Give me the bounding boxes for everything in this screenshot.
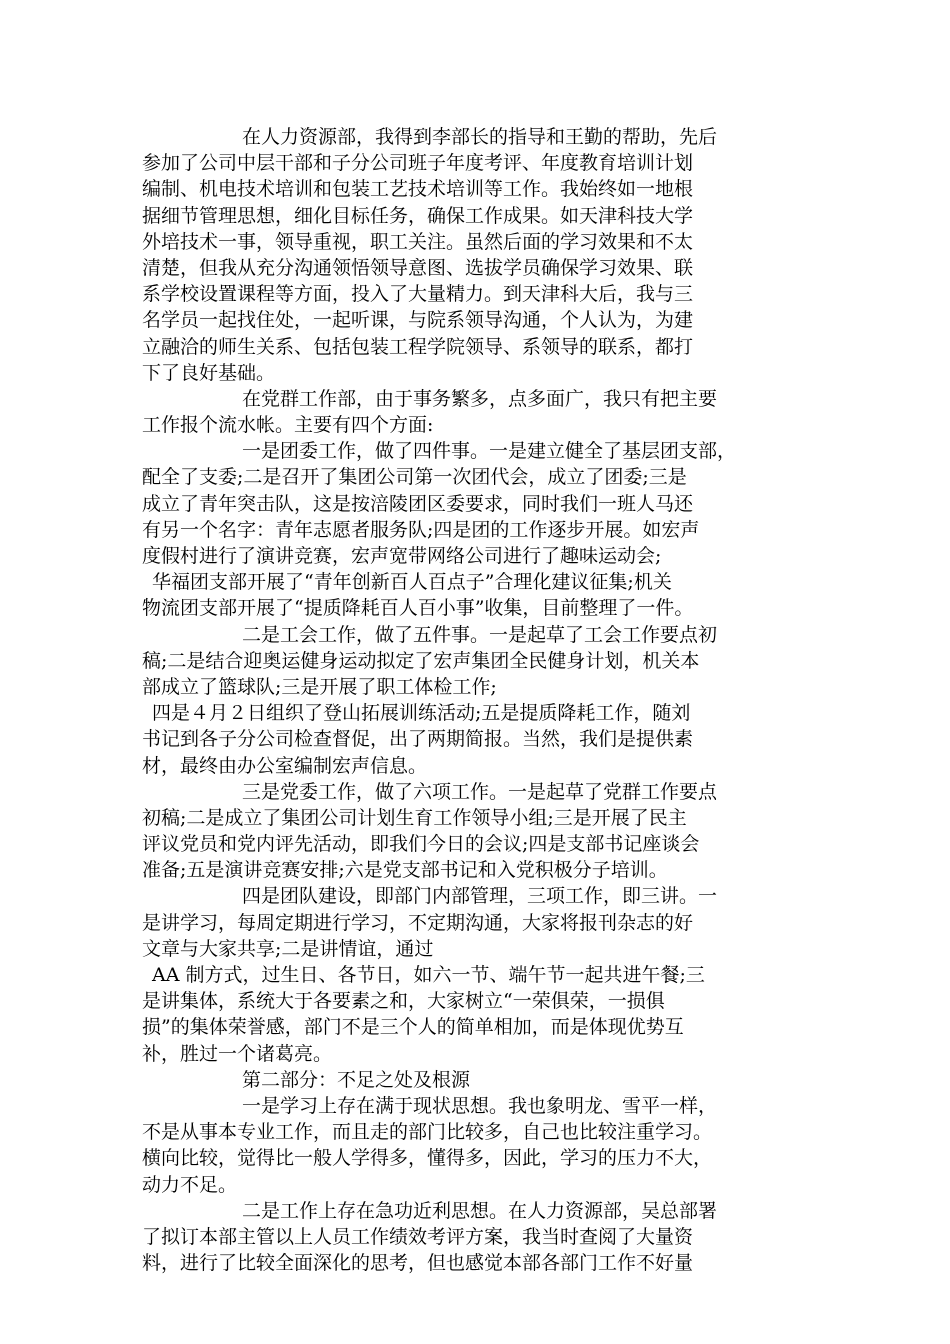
text-line: 一是学习上存在满于现状思想。我也象明龙、雪平一样， — [242, 1094, 718, 1117]
text-line: 系学校设置课程等方面，投入了大量精力。到天津科大后，我与三 — [142, 283, 694, 306]
text-line: 在党群工作部，由于事务繁多，点多面广，我只有把主要 — [242, 387, 718, 410]
text-line: 材，最终由办公室编制宏声信息。 — [142, 754, 428, 777]
text-line: 华福团支部开展了“青年创新百人百点子”合理化建议征集;机关 — [152, 571, 672, 594]
text-line: 清楚，但我从充分沟通领悟领导意图、选拔学员确保学习效果、联 — [142, 256, 694, 279]
text-line: 部成立了篮球队;三是开展了职工体检工作; — [142, 675, 497, 698]
text-line: 四是团队建设，即部门内部管理，三项工作，即三讲。一 — [242, 885, 718, 908]
text-line: 据细节管理思想，细化目标任务，确保工作成果。如天津科技大学 — [142, 204, 694, 227]
text-line: 配全了支委;二是召开了集团公司第一次团代会，成立了团委;三是 — [142, 466, 687, 489]
text-line: 是讲学习，每周定期进行学习，不定期沟通，大家将报刊杂志的好 — [142, 911, 694, 934]
text-line: 参加了公司中层干部和子分公司班子年度考评、年度教育培训计划 — [142, 152, 694, 175]
text-line: AA 制方式，过生日、各节日，如六一节、端午节一起共进午餐;三 — [152, 964, 705, 986]
text-line: 评议党员和党内评先活动，即我们今日的会议;四是支部书记座谈会 — [142, 833, 700, 856]
text-line: 编制、机电技术培训和包装工艺技术培训等工作。我始终如一地根 — [142, 178, 694, 201]
text-line: 动力不足。 — [142, 1173, 238, 1196]
text-line: 一是团委工作，做了四件事。一是建立健全了基层团支部， — [242, 440, 737, 463]
text-line: 不是从事本专业工作，而且走的部门比较多，自己也比较注重学习。 — [142, 1121, 713, 1144]
text-line: 是讲集体，系统大于各要素之和，大家树立“一荣俱荣，一损俱 — [142, 990, 665, 1013]
text-line: 料，进行了比较全面深化的思考，但也感觉本部各部门工作不好量 — [142, 1252, 694, 1275]
text-line: 二是工会工作，做了五件事。一是起草了工会工作要点初 — [242, 623, 718, 646]
text-line: 名学员一起找住处，一起听课，与院系领导沟通，个人认为，为建 — [142, 309, 694, 332]
text-line: 横向比较，觉得比一般人学得多，懂得多，因此，学习的压力不大， — [142, 1147, 713, 1170]
document-body — [142, 124, 812, 1276]
text-line: 三是党委工作，做了六项工作。一是起草了党群工作要点 — [242, 780, 718, 803]
text-line: 准备;五是演讲竞赛安排;六是党支部书记和入党积极分子培训。 — [142, 859, 668, 882]
text-line: 在人力资源部，我得到李部长的指导和王勤的帮助，先后 — [242, 126, 718, 148]
text-line: 度假村进行了演讲竞赛，宏声宽带网络公司进行了趣味运动会; — [142, 545, 662, 567]
text-line: 稿;二是结合迎奥运健身运动拟定了宏声集团全民健身计划，机关本 — [142, 649, 700, 672]
text-line: 下了良好基础。 — [142, 361, 276, 384]
text-line: 成立了青年突击队，这是按涪陵团区委要求，同时我们一班人马还 — [142, 492, 694, 515]
text-line: 立融洽的师生关系、包括包装工程学院领导、系领导的联系，都打 — [142, 335, 694, 358]
text-line: 工作报个流水帐。主要有四个方面: — [142, 414, 434, 437]
text-line: 了拟订本部主管以上人员工作绩效考评方案，我当时查阅了大量资 — [142, 1225, 694, 1248]
text-line: 有另一个名字：青年志愿者服务队;四是团的工作逐步开展。如宏声 — [142, 518, 700, 541]
text-line: 外培技术一事，领导重视，职工关注。虽然后面的学习效果和不太 — [142, 230, 694, 253]
text-line: 物流团支部开展了“提质降耗百人百小事”收集，目前整理了一件。 — [142, 597, 694, 620]
text-line: 初稿;二是成立了集团公司计划生育工作领导小组;三是开展了民主 — [142, 806, 687, 829]
text-line: 四是４月２日组织了登山拓展训练活动;五是提质降耗工作，随刘 — [152, 702, 691, 725]
text-line: 文章与大家共享;二是讲情谊，通过 — [142, 937, 434, 960]
text-line: 书记到各子分公司检查督促，出了两期简报。当然，我们是提供素 — [142, 728, 694, 751]
text-line: 补，胜过一个诸葛亮。 — [142, 1042, 333, 1065]
text-line: 二是工作上存在急功近利思想。在人力资源部，吴总部署 — [242, 1199, 718, 1222]
text-line: 损”的集体荣誉感，部门不是三个人的简单相加，而是体现优势互 — [142, 1016, 684, 1039]
section-heading: 第二部分：不足之处及根源 — [242, 1068, 471, 1091]
